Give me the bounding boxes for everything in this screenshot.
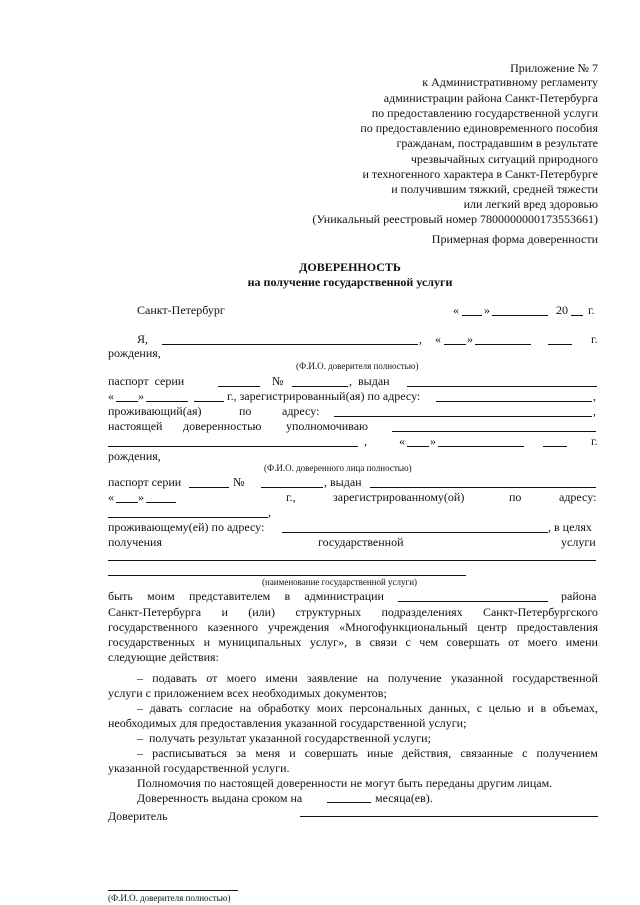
agent-birth-quote-open: « [399,434,405,448]
year-prefix: 20 [556,303,568,317]
word: моим [147,589,175,603]
word: связанные [460,746,514,760]
issue-year-field[interactable] [194,401,224,402]
document-subtitle: на получение государственной услуги [247,275,453,289]
action-2-cont: необходимых для предоставления указанной государственной услуги; [108,716,467,730]
word: «Многофункциональный [339,620,468,634]
principal-signature-field[interactable] [300,816,598,817]
principal-fio-field[interactable] [162,344,418,345]
word: учреждения [267,620,330,634]
principal-fio-signature-field[interactable] [108,890,238,891]
date-day-field[interactable] [462,315,482,316]
word: персональных [349,701,423,715]
living-comma: , [593,404,596,418]
body-district-word: района [561,589,597,603]
header-line: гражданам, пострадавшим в результате [396,136,598,150]
header-line: чрезвычайных ситуаций природного [410,152,598,166]
word: заявление [306,671,358,685]
agent-birth-g: г. [591,434,598,448]
action-3: – получать результат указанной государственной услуги; [137,731,431,745]
agent-reg-comma: , [268,505,271,519]
header-line: Приложение № 7 [510,61,598,75]
word: меня [255,746,281,760]
term-label: Доверенность выдана сроком на [137,791,303,805]
action-1 [137,671,598,685]
service-name-field-a[interactable] [108,560,596,561]
birth-g: г. [591,332,598,346]
word: и [527,701,534,715]
word: моего [226,671,257,685]
body-line-5: следующие действия: [108,650,219,664]
principal-ya: Я, [137,332,149,346]
agent-issue-month-field[interactable] [146,502,176,503]
principal-birth-month-field[interactable] [475,344,531,345]
word: моего [527,635,558,649]
word: – [137,671,143,685]
term-unit: месяца(ев). [375,791,433,805]
word: предоставления [516,620,598,634]
word: расписываться [152,746,228,760]
word: центр [477,620,507,634]
birth-quote-open: « [435,332,441,346]
living-label-1: проживающий(ая) [108,404,202,418]
agent-birth-year-field[interactable] [543,446,567,447]
agent-birth-month-field[interactable] [438,446,524,447]
agent-passport-no-label: № [233,475,245,489]
agent-reg-word-1: г., [286,490,296,504]
living-label-3: адресу: [282,404,320,418]
word: совершать [304,746,358,760]
agent-fio-field-b[interactable] [108,446,358,447]
word: с [405,635,411,649]
agent-birth-day-field[interactable] [407,446,429,447]
passport-no-label: № [272,374,284,388]
word: на [366,671,379,685]
action-4-cont: указанной государственной услуги. [108,761,290,775]
year-suffix: г. [588,303,595,317]
authorize-word-3: уполномочиваю [286,419,368,433]
registered-label: г., зарегистрированный(ая) по адресу: [227,389,421,403]
authorize-word-2: доверенностью [183,419,262,433]
principal-birth-day-field[interactable] [444,344,466,345]
word: от [508,635,520,649]
term-months-field[interactable] [327,802,371,803]
get-word-3: услуги [561,535,596,549]
header-line: и техногенного характера в Санкт-Петербурге [362,167,598,181]
footer-caption: (Ф.И.О. доверителя полностью) [108,893,231,903]
city: Санкт-Петербург [137,303,225,317]
administration-district-field[interactable] [398,601,548,602]
action-4 [137,746,598,760]
issue-quote-close: » [138,389,144,403]
header-line: и получившим тяжкий, средней тяжести [391,182,598,196]
date-year-field[interactable] [571,315,583,316]
word: на [239,701,252,715]
header-line: или легкий вред здоровью [463,197,598,211]
header-line: администрации района Санкт-Петербурга [383,91,598,105]
body-line-2 [108,605,598,619]
word: иные [366,746,394,760]
service-name-field-b[interactable] [108,575,466,576]
body-line-3 [108,620,598,634]
agent-passport-label: паспорт серии [108,475,182,489]
service-caption: (наименование государственной услуги) [262,577,418,587]
word: с [522,746,528,760]
living-label-2: по [239,404,252,418]
principal-signature-label: Доверитель [108,809,168,823]
header-line: к Административному регламенту [422,75,598,89]
principal-birth-year-field[interactable] [548,344,572,345]
agent-passport-issued-field[interactable] [370,487,596,488]
word: получение [387,671,442,685]
agent-living-address-field[interactable] [282,532,548,533]
word: услуг», [309,635,348,649]
word: администрации [304,589,384,603]
word: целью [488,701,521,715]
agent-issue-quote-open: « [108,490,114,504]
principal-comma: , [419,332,422,346]
word: подразделениях [381,605,463,619]
get-word-1: получения [108,535,162,549]
birth-quote-close: » [467,332,473,346]
agent-issue-day-field[interactable] [116,502,138,503]
agent-fio-caption: (Ф.И.О. доверенного лица полностью) [264,463,412,473]
word: Санкт-Петербургского [482,605,598,619]
word: государственной [512,671,598,685]
word: в [355,635,362,649]
word: и [203,635,210,649]
in-order-label: , в целях [548,520,592,534]
word: давать [149,701,183,715]
principal-fio-caption: (Ф.И.О. доверителя полностью) [296,361,419,371]
document-title: ДОВЕРЕННОСТЬ [299,260,401,274]
word: и [289,746,296,760]
word: за [236,746,247,760]
word: и [221,605,228,619]
agent-living-label: проживающему(ей) по адресу: [108,520,265,534]
agent-reg-word-2: зарегистрированному(ой) [333,490,465,504]
word: представителем [188,589,271,603]
agent-passport-number-field[interactable] [261,487,323,488]
principal-birth-label: рождения, [108,346,161,360]
word: связи [369,635,398,649]
word: с [476,701,483,715]
registered-comma: , [593,389,596,403]
word: государственных [108,635,196,649]
passport-number-field[interactable] [292,386,348,387]
issue-month-field[interactable] [146,401,188,402]
date-quote-close: » [484,303,490,317]
agent-issue-quote-close: » [138,490,144,504]
word: подавать [152,671,197,685]
word: имени [265,671,298,685]
word: чем [419,635,439,649]
date-month-field[interactable] [492,315,548,316]
word: согласие [188,701,233,715]
word: обработку [257,701,311,715]
form-note: Примерная форма доверенности [431,232,598,246]
agent-reg-word-3: по [509,490,522,504]
word: муниципальных [218,635,302,649]
passport-issued-label: , выдан [349,374,390,388]
word: получением [536,746,598,760]
word: имени [565,635,598,649]
word: действия, [402,746,452,760]
word: указанной [450,671,504,685]
word: объемах, [552,701,598,715]
word: – [137,701,143,715]
word: (или) [248,605,276,619]
word: – [137,746,143,760]
living-address-field[interactable] [334,416,592,417]
issue-day-field[interactable] [116,401,138,402]
agent-comma: , [364,434,367,448]
registered-address-field[interactable] [436,401,592,402]
word: казенного [207,620,259,634]
passport-series-label: паспорт серии [108,374,185,388]
word: структурных [295,605,362,619]
agent-reg-word-4: адресу: [559,490,597,504]
word: Санкт-Петербурга [108,605,202,619]
issue-quote-open: « [108,389,114,403]
agent-fio-field-a[interactable] [392,431,596,432]
agent-birth-quote-close: » [430,434,436,448]
action-1-cont: услуги с приложением всех необходимых документов; [108,686,387,700]
word: в [540,701,547,715]
word: государственного [108,620,198,634]
header-line: по предоставлению государственной услуги [371,106,598,120]
agent-passport-issued-label: , выдан [324,475,362,489]
authorize-word-1: настоящей [108,419,163,433]
body-line-1a [108,589,384,603]
word: совершать [446,635,500,649]
word: в [284,589,291,603]
passport-series-field[interactable] [218,386,260,387]
powers-note: Полномочия по настоящей доверенности не могут быть переданы другим лицам. [137,776,553,790]
agent-passport-series-field[interactable] [189,487,229,488]
body-line-4 [108,635,598,649]
get-word-2: государственной [318,535,404,549]
word: данных, [428,701,471,715]
word: от [206,671,218,685]
header-line: по предоставлению единовременного пособия [360,121,598,135]
word: быть [108,589,133,603]
date-quote-open: « [453,303,459,317]
agent-registered-address-field[interactable] [108,517,268,518]
word: моих [316,701,343,715]
action-2 [137,701,598,715]
registry-number: (Уникальный реестровый номер 7800000000173553661) [312,212,598,226]
passport-issued-field[interactable] [407,386,597,387]
agent-birth-label: рождения, [108,449,161,463]
